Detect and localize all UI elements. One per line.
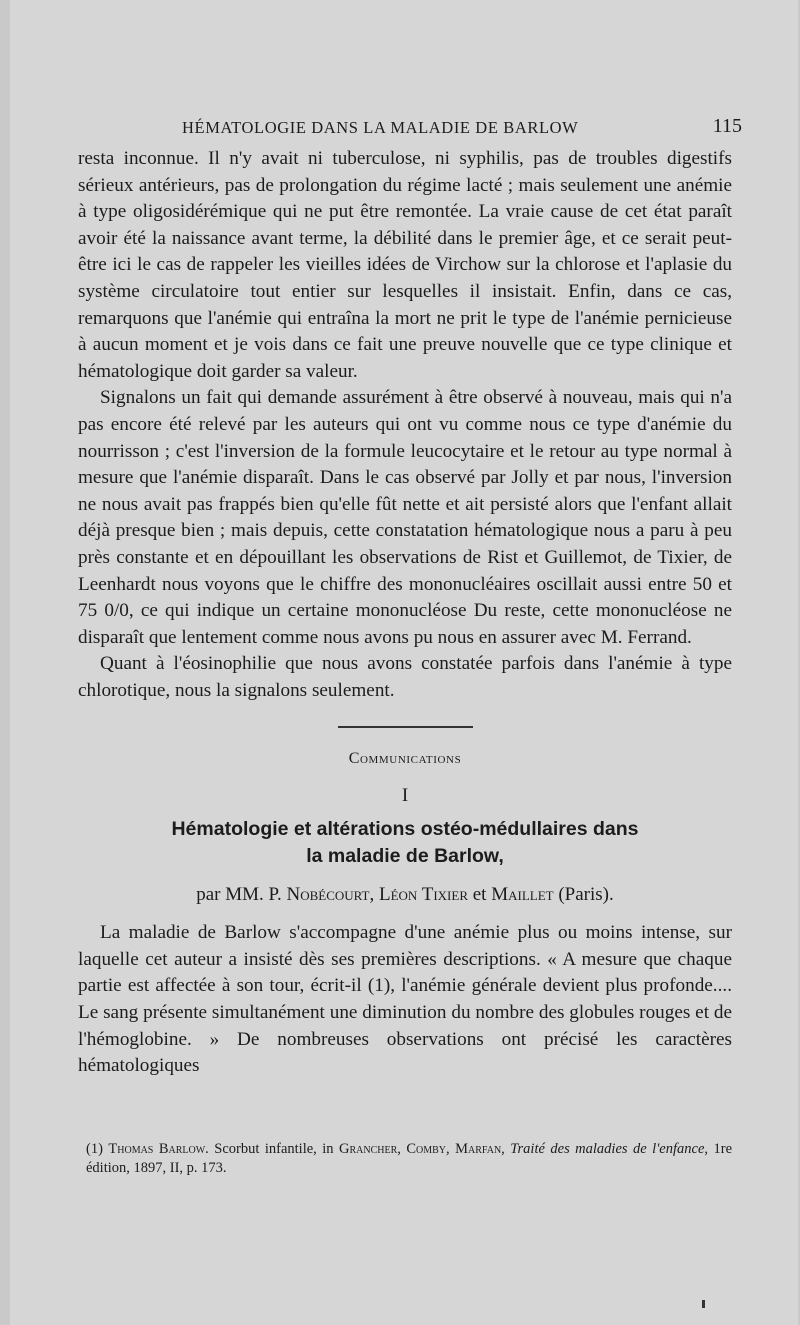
section-heading: Communications (348, 750, 462, 768)
footnote-text-3: , 1re édition, 1897, II, p. 173. (86, 1141, 732, 1176)
author-nobecourt: Nobécourt (286, 883, 370, 905)
ink-mark (702, 1300, 705, 1308)
authors-separator-1: , (369, 883, 379, 905)
author-maillet: Maillet (491, 883, 554, 905)
article-title-line-1: Hématologie et altérations ostéo-médullaires dans (171, 817, 639, 840)
paragraph-1: resta inconnue. Il n'y avait ni tuberculose, ni syphilis, pas de troubles digestifs sérieux antérieurs, pas de prolongation du régime lacté ; mais seulement une anémie à type oligosidérémique qui ne put être remontée. La vraie cause de cet état paraît avoir été la naissance avant terme, la débilité dans le premier âge, et ce serait peut-être ici le cas de rappeler les vieilles idées de Virchow sur la chlorose et l'aplasie du système circulatoire tout entier sur lesquelles il insistait. Enfin, dans ce cas, remarquons que l'anémie qui entraîna la mort ne prit le type de l'anémie pernicieuse à aucun moment et je vois dans ce fait une preuve nouvelle que ce type clinique et hématologique doit garder sa valeur. (78, 148, 732, 382)
authors-prefix: par MM. P. (196, 883, 287, 905)
footnote-text-2: , (501, 1141, 511, 1157)
section-number: I (401, 785, 409, 807)
footnote-editors: Grancher, Comby, Marfan (339, 1141, 502, 1157)
footnote (86, 1140, 732, 1178)
book-page (10, 0, 798, 1325)
page-number: 115 (712, 115, 742, 137)
authors-separator-2: et (468, 883, 492, 905)
footnote-marker: (1) (86, 1141, 109, 1157)
paragraph-3: Quant à l'éosinophilie que nous avons constatée parfois dans l'anémie à type chlorotique, nous la signalons seulement. (78, 653, 732, 701)
article-title (78, 816, 732, 870)
author-tixier: Léon Tixier (379, 883, 468, 905)
page-header (182, 116, 742, 142)
running-title: HÉMATOLOGIE DANS LA MALADIE DE BARLOW (182, 118, 579, 137)
authors-suffix: (Paris). (553, 883, 614, 905)
footnote-text-1: . Scorbut infantile, in (205, 1141, 339, 1157)
paragraph-2: Signalons un fait qui demande assurément à être observé à nouveau, mais qui n'a pas encore été relevé par les auteurs qui ont vu comme nous ce type d'anémie du nourrisson ; c'est l'inversion de la formule leucocytaire et le retour au type normal à mesure que l'anémie disparaît. Dans le cas observé par Jolly et par nous, l'inversion ne nous avait pas frappés bien qu'elle fût nette et ait persisté alors que l'enfant allait déjà presque bien ; mais depuis, cette constatation hématologique nous a paru à peu près constante et en dépouillant les observations de Rist et Guillemot, de Tixier, de Leenhardt nous voyons que le chiffre des mononucléaires oscillait aussi entre 50 et 75 0/0, ce qui indique un certaine mononucléose Du reste, cette mononucléose ne disparaît que lentement comme nous avons pu nous en assurer avec M. Ferrand. (78, 387, 732, 648)
article-title-line-2: la maladie de Barlow, (306, 844, 504, 867)
section-divider (338, 726, 473, 728)
article-authors (78, 882, 732, 909)
article-paragraph: La maladie de Barlow s'accompagne d'une anémie plus ou moins intense, sur laquelle cet auteur a insisté dès ses premières descriptions. « A mesure que chaque partie est affectée à son tour, écrit-il (1), l'anémie générale devient plus profonde.... Le sang présente simultanément une diminution du nombre des globules rouges et de l'hémoglobine. » De nombreuses observations ont précisé les caractères hématologiques (78, 922, 732, 1077)
body-text (78, 146, 732, 1080)
footnote-author: Thomas Barlow (108, 1141, 206, 1157)
footnote-book-title: Traité des maladies de l'enfance (510, 1141, 705, 1157)
